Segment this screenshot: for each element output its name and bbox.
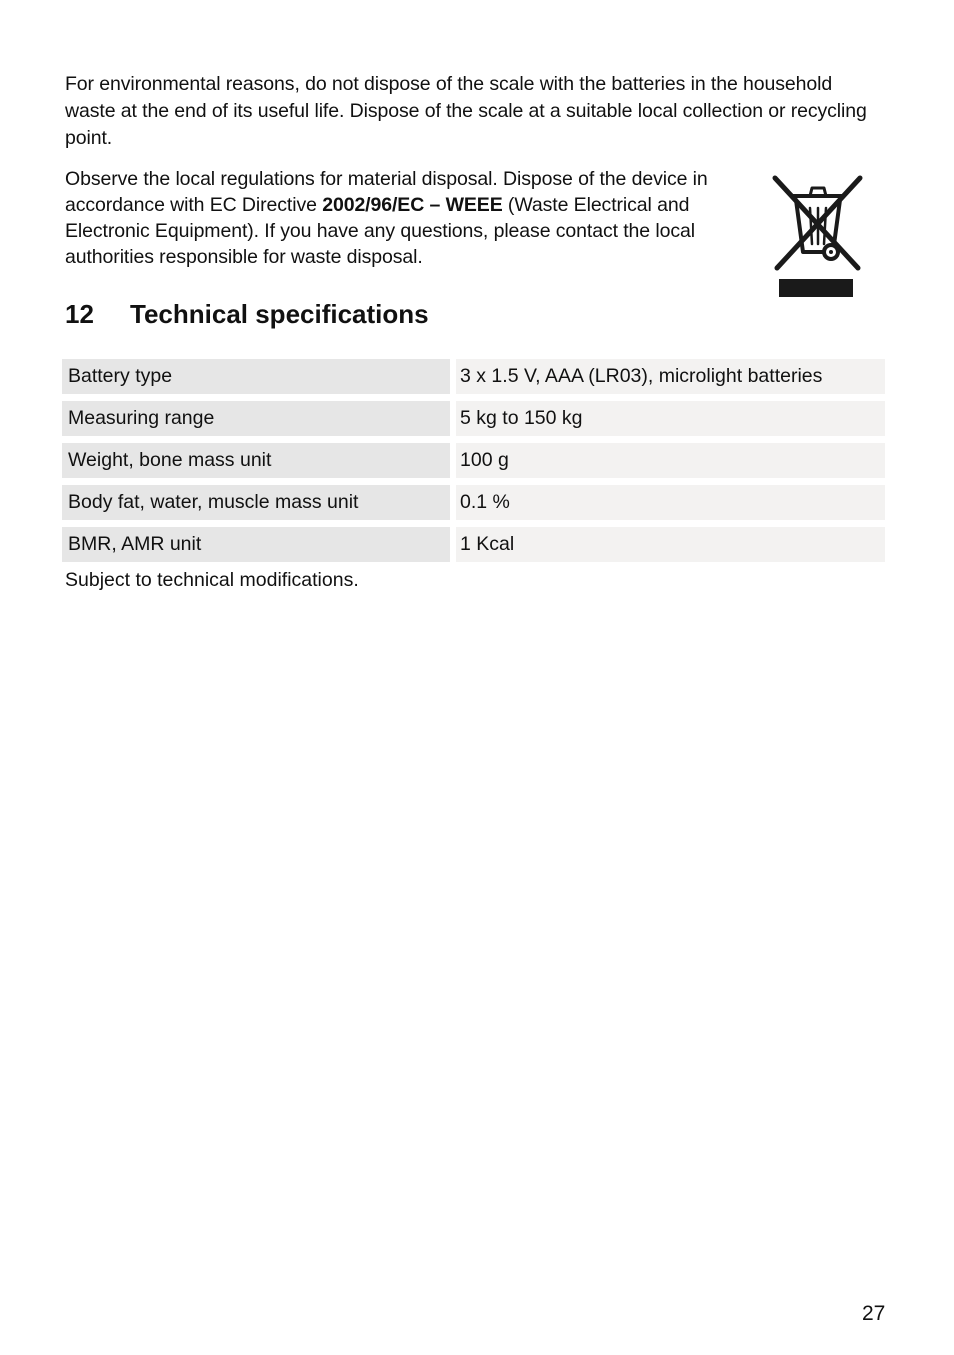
spec-value: 5 kg to 150 kg (456, 401, 885, 436)
spec-label: Battery type (62, 359, 450, 394)
table-row (62, 485, 885, 520)
spec-value: 100 g (456, 443, 885, 478)
crossed-out-wheelie-bin-icon (770, 174, 865, 299)
spec-value: 1 Kcal (456, 527, 885, 562)
section-title: Technical specifications (130, 299, 429, 329)
table-row (62, 527, 885, 562)
regulations-text-end: (Waste Electrical and Electronic Equipment). If you have any questions, please contact the local authorities responsible for waste disposal. (65, 194, 695, 268)
specifications-table (62, 359, 885, 569)
page-number: 27 (862, 1302, 886, 1325)
table-row (62, 359, 885, 394)
table-row (62, 443, 885, 478)
modifications-note: Subject to technical modifications. (65, 569, 359, 591)
spec-label: Body fat, water, muscle mass unit (62, 485, 450, 520)
disposal-paragraph: For environmental reasons, do not dispose of the scale with the batteries in the household waste at the end of its useful life. Dispose of the scale at a suitable local collection or recycling point. (65, 73, 867, 149)
regulations-text-start: Observe the local regulations for material disposal. Dispose of the device in accordance with EC Directive (65, 168, 708, 216)
spec-value: 3 x 1.5 V, AAA (LR03), microlight batteries (456, 359, 885, 394)
directive-reference: 2002/96/EC – WEEE (322, 194, 503, 216)
spec-label: Measuring range (62, 401, 450, 436)
section-heading (65, 297, 429, 331)
spec-label: BMR, AMR unit (62, 527, 450, 562)
table-row (62, 401, 885, 436)
spec-label: Weight, bone mass unit (62, 443, 450, 478)
regulations-paragraph (65, 166, 745, 270)
section-number: 12 (65, 299, 94, 329)
spec-value: 0.1 % (456, 485, 885, 520)
